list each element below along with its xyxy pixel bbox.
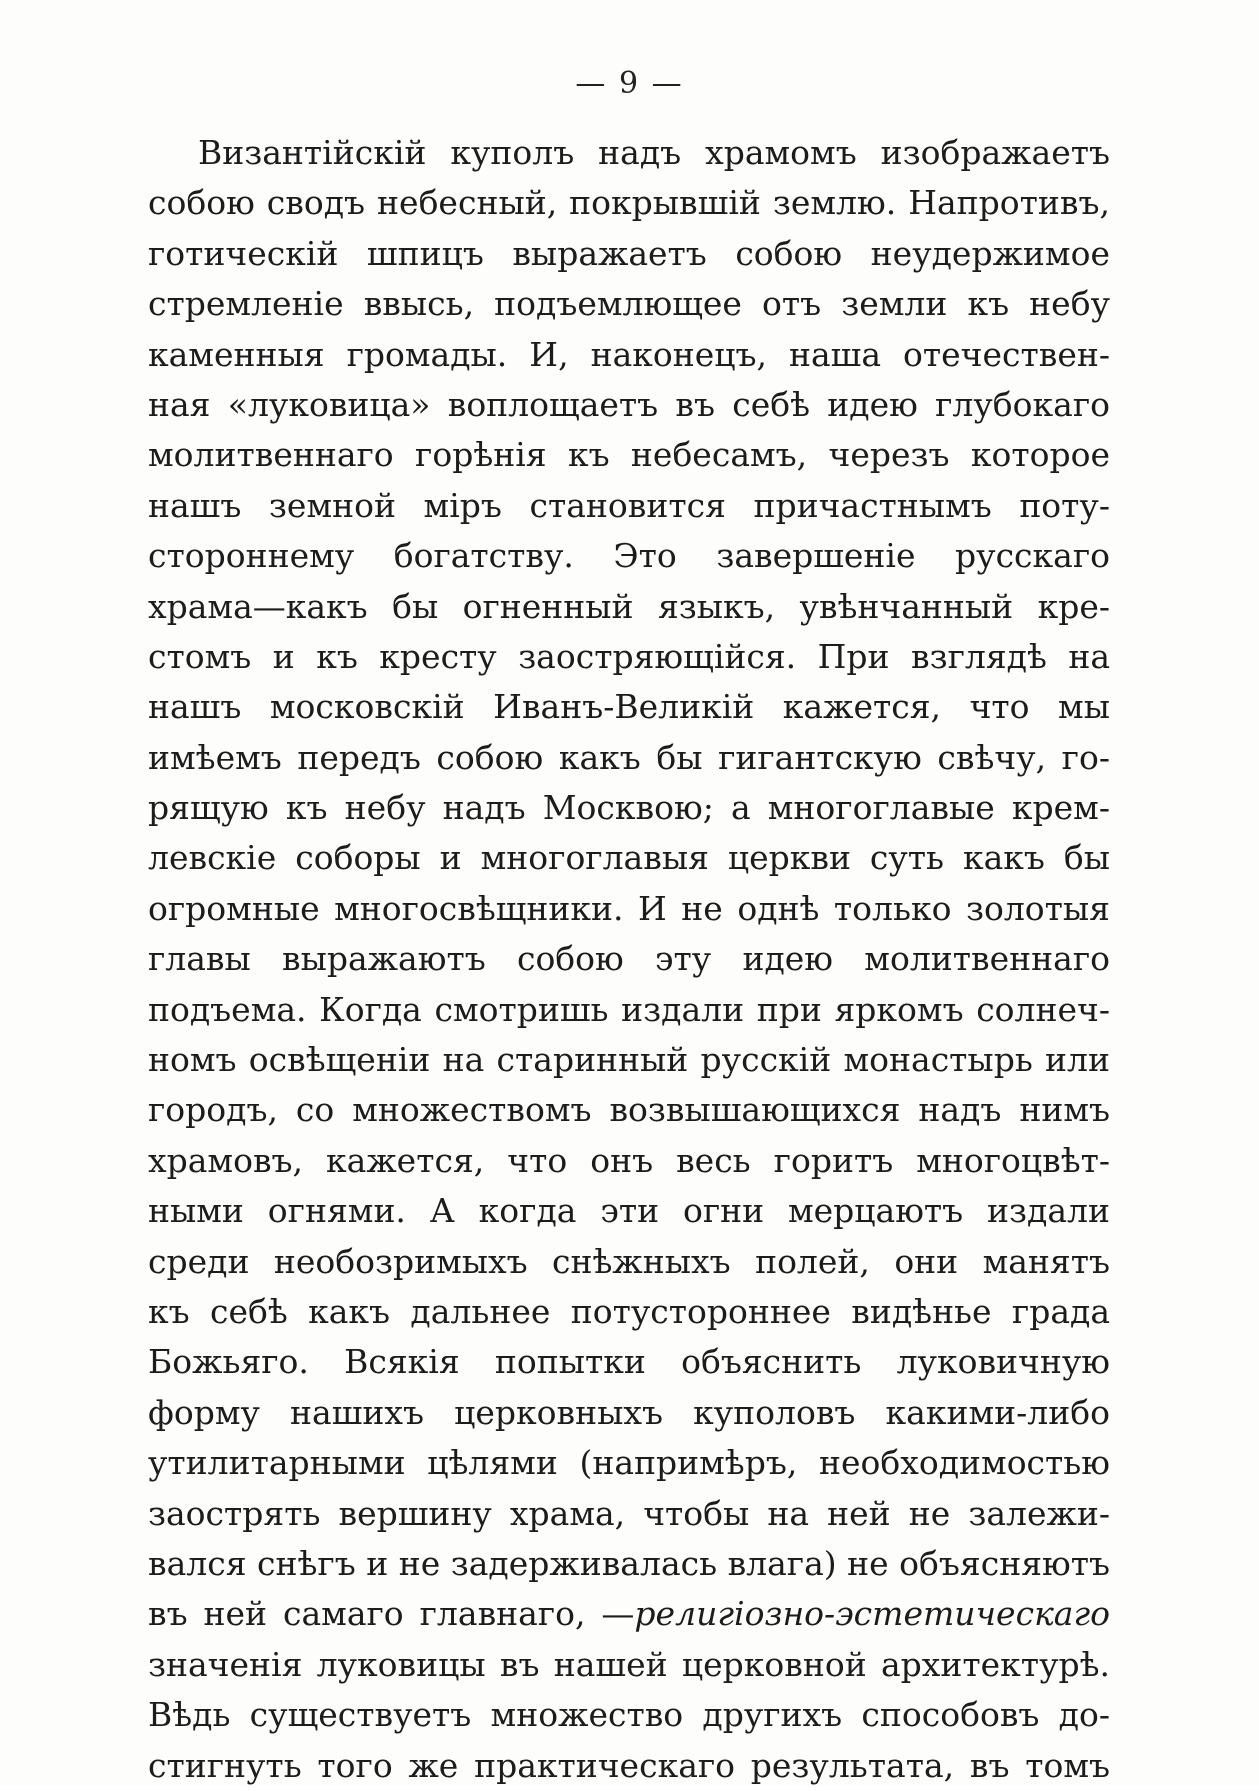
text-line: стремленіе ввысь, подъемлющее отъ земли къ небу [148,284,1110,324]
text-line: рящую къ небу надъ Москвою; а многоглавые крем- [148,788,1110,828]
text-line: утилитарными цѣлями (напримѣръ, необходимостью [148,1443,1110,1483]
text-line: стигнуть того же практическаго результата, въ томъ [148,1745,1110,1785]
text-line-with-italic [148,1589,1110,1639]
text-line: стомъ и къ кресту заостряющійся. При взглядѣ на [148,636,1110,676]
italic-emphasis: религіозно-эстетическаго [634,1594,1110,1634]
text-line: городъ, со множествомъ возвышающихся надъ нимъ [148,1090,1110,1130]
text-line: заострять вершину храма, чтобы на ней не залежи- [148,1493,1110,1533]
text-line: огромные многосвѣщники. И не однѣ только золотыя [148,888,1110,928]
text-line: вался снѣгъ и не задерживалась влага) не объясняютъ [148,1543,1110,1583]
text-line: храма—какъ бы огненный языкъ, увѣнчанный кре- [148,586,1110,626]
text-line: Византійскій куполъ надъ храмомъ изображаетъ [198,133,1110,172]
body-text [148,128,1110,1791]
text-line: значенія луковицы въ нашей церковной архитектурѣ. [148,1644,1110,1684]
text-line: Вѣдь существуетъ множество другихъ способовъ до- [148,1695,1110,1735]
text-line: Божьяго. Всякія попытки объяснить луковичную [148,1342,1110,1382]
text-line: нашъ московскій Иванъ-Великій кажется, что мы [148,687,1110,727]
text-line: ными огнями. А когда эти огни мерцаютъ издали [148,1191,1110,1231]
text-line: подъема. Когда смотришь издали при яркомъ солнеч- [148,989,1110,1029]
text-line: собою сводъ небесный, покрывшій землю. Напротивъ, [148,183,1110,223]
text-line: главы выражаютъ собою эту идею молитвеннаго [148,939,1110,979]
text-line: стороннему богатству. Это завершеніе русскаго [148,536,1110,576]
text-line: номъ освѣщеніи на старинный русскій монастырь или [148,1040,1110,1080]
page-number: — 9 — [575,66,684,101]
text-line: имѣемъ передъ собою какъ бы гигантскую свѣчу, го- [148,737,1110,777]
text-line: среди необозримыхъ снѣжныхъ полей, они манятъ [148,1241,1110,1281]
text-line: готическій шпицъ выражаетъ собою неудержимое [148,233,1110,273]
text-line: храмовъ, кажется, что онъ весь горитъ многоцвѣт- [148,1140,1110,1180]
text-line: каменныя громады. И, наконецъ, наша отечествен- [148,334,1110,374]
text-line: форму нашихъ церковныхъ куполовъ какими-либо [148,1392,1110,1432]
text-line: къ себѣ какъ дальнее потустороннее видѣнье града [148,1291,1110,1331]
text-line: нашъ земной міръ становится причастнымъ поту- [148,485,1110,525]
text-segment: въ ней самаго главнаго, — [148,1594,635,1634]
text-line: левскіе соборы и многоглавыя церкви суть какъ бы [148,838,1110,878]
text-line: ная «луковица» воплощаетъ въ себѣ идею глубокаго [148,384,1110,424]
text-line: молитвеннаго горѣнія къ небесамъ, черезъ которое [148,435,1110,475]
